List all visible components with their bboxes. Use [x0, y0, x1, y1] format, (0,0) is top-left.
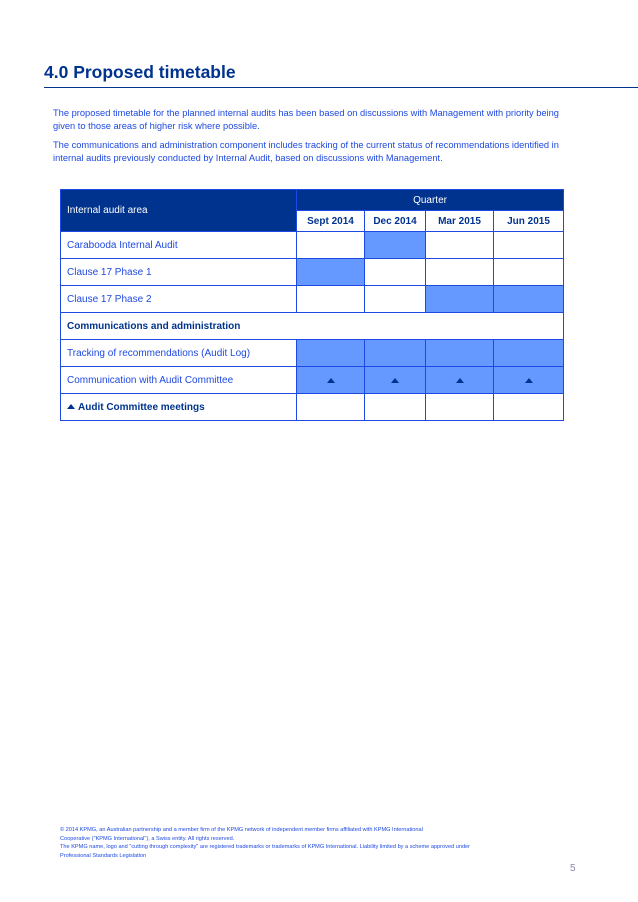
timetable-table: [60, 189, 564, 421]
header-quarter-dec-2014: Dec 2014: [365, 211, 426, 232]
cell-clause17-phase1-dec-2014: [365, 259, 426, 286]
cell-carabooda-jun-2015: [494, 232, 564, 259]
cell-carabooda-mar-2015: [426, 232, 494, 259]
page-number: 5: [570, 863, 576, 874]
table-row: [61, 367, 564, 394]
table-row: [61, 394, 564, 421]
table-row: [61, 340, 564, 367]
cell-committee-jun-2015: [494, 367, 564, 394]
cell-clause17-phase2-sept-2014: [297, 286, 365, 313]
section-communications-administration: Communications and administration: [61, 313, 564, 340]
row-label-communication-audit-committee: Communication with Audit Committee: [61, 367, 297, 394]
legend-audit-committee-meetings: [61, 394, 297, 421]
cell-clause17-phase1-sept-2014: [297, 259, 365, 286]
cell-committee-mar-2015: [426, 367, 494, 394]
cell-carabooda-dec-2014: [365, 232, 426, 259]
triangle-marker-icon: [391, 378, 399, 383]
table-row: [61, 313, 564, 340]
page-title: 4.0 Proposed timetable: [44, 62, 236, 82]
intro-paragraph-2: The communications and administration component includes tracking of the current status of recommendations identified in internal audits previously conducted by Internal Audit, based on discussions with Management.: [53, 140, 559, 163]
footer-copyright: [60, 826, 560, 860]
cell-clause17-phase1-jun-2015: [494, 259, 564, 286]
cell-legend-sept-2014: [297, 394, 365, 421]
cell-tracking-jun-2015: [494, 340, 564, 367]
table-row: [61, 259, 564, 286]
header-internal-audit-area: Internal audit area: [61, 190, 297, 232]
intro-paragraph-1: The proposed timetable for the planned internal audits has been based on discussions with Management with priority being given to those areas of higher risk where possible.: [53, 108, 559, 131]
row-label-clause17-phase2: Clause 17 Phase 2: [61, 286, 297, 313]
cell-tracking-dec-2014: [365, 340, 426, 367]
header-quarter: Quarter: [297, 190, 564, 211]
cell-carabooda-sept-2014: [297, 232, 365, 259]
cell-legend-jun-2015: [494, 394, 564, 421]
header-quarter-sept-2014: Sept 2014: [297, 211, 365, 232]
cell-clause17-phase2-jun-2015: [494, 286, 564, 313]
header-quarter-mar-2015: Mar 2015: [426, 211, 494, 232]
row-label-carabooda: Carabooda Internal Audit: [61, 232, 297, 259]
triangle-marker-icon: [525, 378, 533, 383]
triangle-marker-icon: [327, 378, 335, 383]
triangle-marker-icon: [456, 378, 464, 383]
footer-line: Cooperative ("KPMG International"), a Swiss entity. All rights reserved.: [60, 835, 235, 842]
cell-committee-sept-2014: [297, 367, 365, 394]
triangle-legend-icon: [67, 404, 75, 409]
cell-clause17-phase2-mar-2015: [426, 286, 494, 313]
table-row: [61, 286, 564, 313]
cell-tracking-mar-2015: [426, 340, 494, 367]
legend-label: Audit Committee meetings: [78, 401, 205, 413]
footer-line: © 2014 KPMG, an Australian partnership and a member firm of the KPMG network of independent member firms affiliated with KPMG International: [60, 827, 423, 833]
cell-committee-dec-2014: [365, 367, 426, 394]
cell-legend-mar-2015: [426, 394, 494, 421]
footer-line: The KPMG name, logo and "cutting through complexity" are registered trademarks or trademarks of KPMG International. Liability limited by a scheme approved under: [60, 844, 471, 850]
cell-legend-dec-2014: [365, 394, 426, 421]
cell-tracking-sept-2014: [297, 340, 365, 367]
cell-clause17-phase1-mar-2015: [426, 259, 494, 286]
title-rule: [44, 87, 638, 88]
footer-line: Professional Standards Legislation: [60, 852, 147, 859]
header-quarter-jun-2015: Jun 2015: [494, 211, 564, 232]
row-label-tracking-recommendations: Tracking of recommendations (Audit Log): [61, 340, 297, 367]
row-label-clause17-phase1: Clause 17 Phase 1: [61, 259, 297, 286]
table-row: [61, 232, 564, 259]
cell-clause17-phase2-dec-2014: [365, 286, 426, 313]
